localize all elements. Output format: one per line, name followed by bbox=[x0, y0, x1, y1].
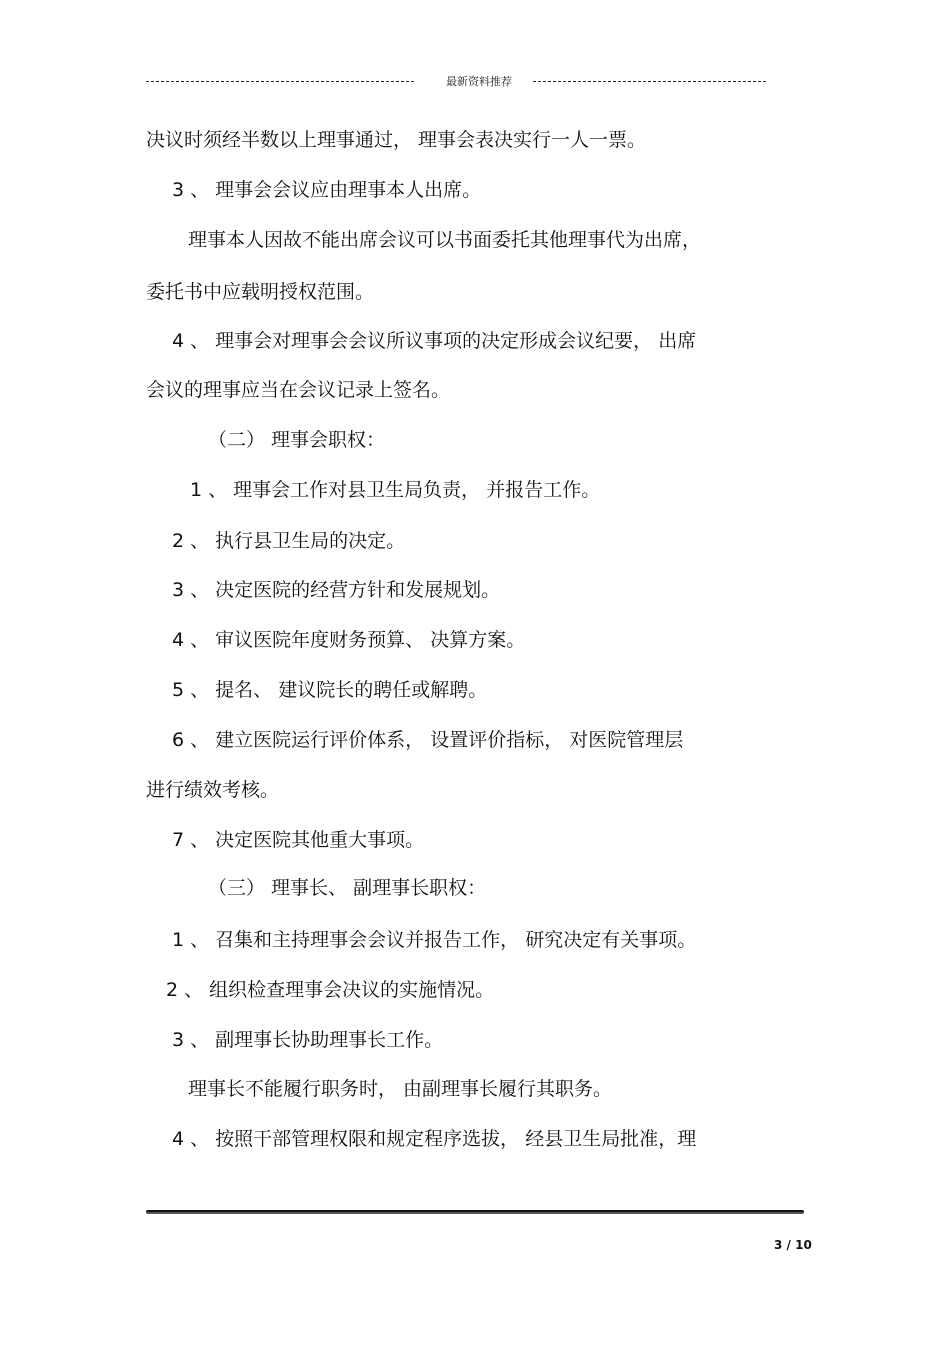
text-line: 7 、 决定医院其他重大事项。 bbox=[172, 829, 425, 851]
header-title: 最新资料推荐 bbox=[446, 75, 512, 88]
text-line: 委托书中应载明授权范围。 bbox=[146, 281, 375, 303]
text-line: 5 、 提名、 建议院长的聘任或解聘。 bbox=[172, 679, 488, 701]
text-line: 4 、 审议医院年度财务预算、 决算方案。 bbox=[172, 629, 526, 651]
section-heading: （三） 理事长、 副理事长职权： bbox=[208, 877, 487, 899]
section-heading: （二） 理事会职权： bbox=[208, 429, 386, 451]
text-line: 3 、 理事会会议应由理事本人出席。 bbox=[172, 179, 482, 201]
text-line: 理事长不能履行职务时， 由副理事长履行其职务。 bbox=[188, 1078, 613, 1100]
header-dashed-rule-right bbox=[533, 81, 766, 82]
text-line: 理事本人因故不能出席会议可以书面委托其他理事代为出席， bbox=[188, 229, 702, 251]
page-header bbox=[146, 72, 804, 92]
header-dashed-rule-left bbox=[146, 81, 414, 82]
text-line: 决议时须经半数以上理事通过， 理事会表决实行一人一票。 bbox=[146, 129, 647, 151]
text-line: 4 、 按照干部管理权限和规定程序选拔， 经县卫生局批准，理 bbox=[172, 1128, 697, 1150]
page-number: 3 / 10 bbox=[774, 1238, 812, 1252]
text-line: 2 、 执行县卫生局的决定。 bbox=[172, 530, 406, 552]
text-line: 1 、 召集和主持理事会会议并报告工作， 研究决定有关事项。 bbox=[172, 929, 697, 951]
text-line: 2 、 组织检查理事会决议的实施情况。 bbox=[166, 979, 495, 1001]
text-line: 4 、 理事会对理事会会议所议事项的决定形成会议纪要， 出席 bbox=[172, 330, 697, 352]
text-line: 3 、 决定医院的经营方针和发展规划。 bbox=[172, 579, 501, 601]
text-line: 会议的理事应当在会议记录上签名。 bbox=[146, 379, 451, 401]
text-line: 6 、 建立医院运行评价体系， 设置评价指标， 对医院管理层 bbox=[172, 729, 684, 751]
text-line: 进行绩效考核。 bbox=[146, 779, 280, 801]
footer-rule bbox=[146, 1210, 804, 1214]
text-line: 3 、 副理事长协助理事长工作。 bbox=[172, 1029, 444, 1051]
text-line: 1 、 理事会工作对县卫生局负责， 并报告工作。 bbox=[190, 479, 601, 501]
